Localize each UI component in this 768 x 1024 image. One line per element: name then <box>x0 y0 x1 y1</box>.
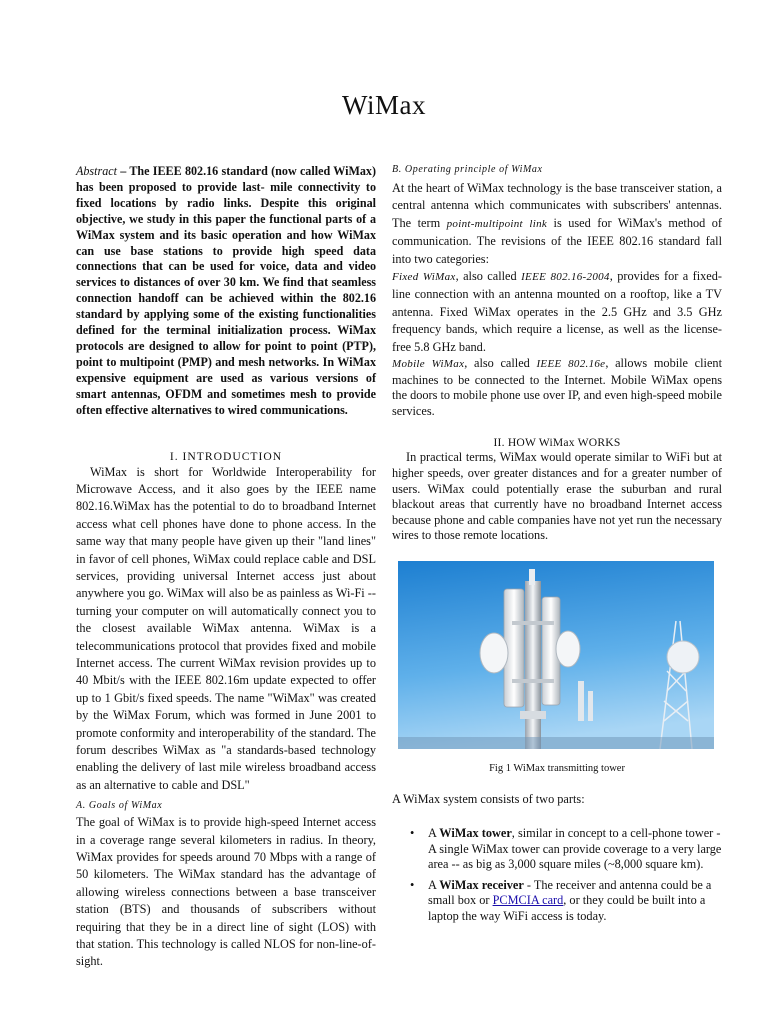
mobile-wimax-text <box>392 356 722 419</box>
page-title: WiMax <box>342 90 426 120</box>
subsection-heading-operating: B. Operating principle of WiMax <box>392 164 543 175</box>
mobile-mid: , also called <box>464 356 537 371</box>
bullet-icon: • <box>410 877 415 892</box>
subsection-heading-goals: A. Goals of WiMax <box>76 800 163 812</box>
section-heading-introduction: I. INTRODUCTION <box>169 449 283 463</box>
item-post: , or they could be built into a laptop the way WiFi access is today. <box>428 893 706 923</box>
figure-caption: Fig 1 WiMax transmitting tower <box>489 763 625 774</box>
term-point-multipoint: point-multipoint link <box>446 217 548 230</box>
item-pre: A <box>428 877 440 892</box>
fixed-mid: , also called <box>455 269 522 284</box>
abstract-text: – The IEEE 802.16 standard (now called WiMax) has been proposed to provide last- mile connectivity to fixed locations by radio links. Despite this original objective, we study in this paper the functional parts of a WiMax system and its basic operation and how WiMax can use base stations to provide high speed data connections that can be used for voice, data and video services to distances of over 30 km. We find that seamless connection handoff can be achieved within the 802.16 standard by applying some of the existing functionalities defined for the terminal initialization process. WiMax protocols are designed to allow for point to point (PTP), point to multipoint (PMP) and mesh networks. In WiMax expensive equipment are used as various versions of smart antennas, OFDM and sometimes mesh to provide often effective alternatives to wired communications. <box>76 164 376 417</box>
abstract-label: Abstract <box>76 164 117 178</box>
bullet-icon: • <box>410 826 415 840</box>
list-item <box>410 877 722 925</box>
term-mobile-standard: IEEE 802.16e <box>536 358 606 371</box>
right-column <box>392 164 722 929</box>
item-mid: - The receiver and antenna could be a small box or <box>428 877 712 907</box>
item-pre: A <box>428 826 440 840</box>
system-parts-intro: A WiMax system consists of two parts: <box>392 792 585 806</box>
term-fixed-standard: IEEE 802.16-2004 <box>521 271 610 284</box>
operating-text-b: is used for WiMax's method of communication. The revisions of the IEEE 802.16 standard fall into two categories: <box>392 215 722 266</box>
left-column <box>76 164 376 971</box>
operating-text-a: At the heart of WiMax technology is the base transceiver station, a central antenna which communicates with subscribers' antennas. The term <box>392 181 722 230</box>
system-parts-list <box>392 826 722 924</box>
item-post: , similar in concept to a cell-phone tower - A single WiMax tower can provide coverage to a very large area -- as big as 3,000 square miles (~8,000 square km). <box>428 826 722 871</box>
figure-wimax-tower <box>392 561 722 749</box>
list-item <box>410 826 722 873</box>
operating-text <box>392 180 722 268</box>
item-bold: WiMax receiver <box>439 877 524 892</box>
fixed-rest: , provides for a fixed-line connection with an antenna mounted on a rooftop, like a TV antenna. Fixed WiMax operates in the 2.5 GHz and 3.5 GHz frequency bands, which require a license, as well as the license-free 5.8 GHz band. <box>392 269 722 354</box>
goals-text: The goal of WiMax is to provide high-speed Internet access in a coverage range several kilometers in radius. In theory, WiMax provides for speeds around 70 Mbps with a range of 50 kilometers. The WiMax standard has the advantage of allowing wireless connections between a base transceiver station (BTS) and thousands of subscribers without requiring that they be in a direct line of sight (LOS) with that station. This technology is called NLOS for non-line-of-sight. <box>76 815 376 969</box>
how-wimax-works-text: In practical terms, WiMax would operate similar to WiFi but at higher speeds, over greater distances and for a greater number of users. WiMax could potentially erase the suburban and rural blackout areas that currently have no broadband Internet access because phone and cable companies have not yet run the necessary wires to those remote locations. <box>392 450 722 543</box>
introduction-text: WiMax is short for Worldwide Interoperability for Microwave Access, and it also goes by the IEEE name 802.16.WiMax has the potential to do to broadband Internet access what cell phones have done to phone access. In the same way that many people have given up their "land lines" in favor of cell phones, WiMax could replace cable and DSL services, providing universal Internet access just about anywhere you go. WiMax will also be as painless as Wi-Fi -- turning your computer on will automatically connect you to the closest available WiMax antenna. WiMax is a telecommunications protocol that provides fixed and mobile Internet access. The current WiMax revision provides up to 40 Mbit/s with the IEEE 802.16m update expected to offer up to 1 Gbit/s fixed speeds. The name "WiMax" was created by the WiMax Forum, which was formed in June 2001 to promote conformity and interoperability of the standard. The forum describes WiMax as "a standards-based technology enabling the delivery of last mile wireless broadband access as an alternative to cable and DSL" <box>76 464 376 792</box>
abstract <box>76 164 376 419</box>
fixed-wimax-text <box>392 268 722 356</box>
section-heading-how-wimax-works: II. HOW WiMax WORKS <box>493 436 621 450</box>
item-bold: WiMax tower <box>439 826 512 840</box>
mobile-rest: , allows mobile client machines to be connected to the Internet. Mobile WiMax opens the doors to mobile phone use over IP, and even high-speed mobile services. <box>392 356 722 418</box>
term-fixed-wimax: Fixed WiMax <box>392 271 456 284</box>
term-mobile-wimax: Mobile WiMax <box>392 358 465 371</box>
pcmcia-card-link[interactable]: PCMCIA card <box>492 893 564 907</box>
antenna-tower-photo-icon <box>392 561 722 749</box>
